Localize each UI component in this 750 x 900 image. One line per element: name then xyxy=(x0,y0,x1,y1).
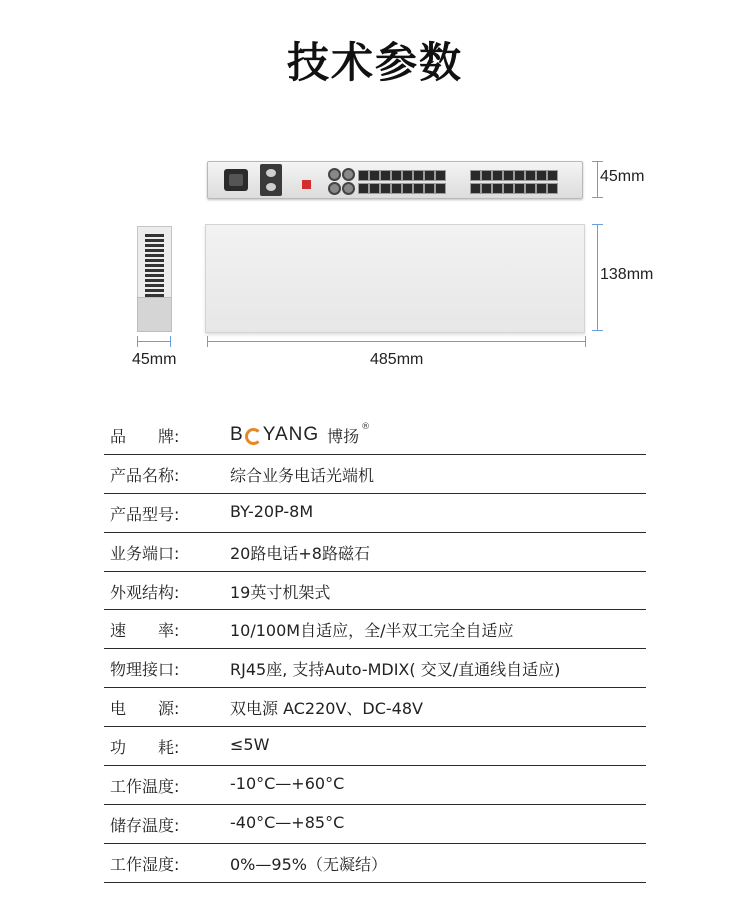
spec-row xyxy=(104,572,646,611)
rj11-port xyxy=(536,170,547,181)
rj11-port xyxy=(536,183,547,194)
dimension-tick xyxy=(592,161,603,162)
bnc-connector xyxy=(328,168,341,181)
rj11-port xyxy=(435,183,446,194)
spec-key: 工作湿度: xyxy=(110,854,180,874)
spec-row xyxy=(104,649,646,688)
spec-row xyxy=(104,688,646,727)
dimension-label-front-height: 45mm xyxy=(600,168,645,185)
spec-value: 19英寸机架式 xyxy=(230,582,331,602)
spec-row-brand xyxy=(104,416,646,455)
dimension-line-side-width xyxy=(137,341,171,342)
spec-key: 功 耗: xyxy=(110,738,180,758)
rj11-port xyxy=(503,183,514,194)
rj11-port xyxy=(402,183,413,194)
spec-row xyxy=(104,533,646,572)
spec-key: 工作温度: xyxy=(110,777,180,797)
spec-row xyxy=(104,455,646,494)
rj11-port xyxy=(525,183,536,194)
spec-value: -10°C—+60°C xyxy=(230,774,345,794)
vent-slot xyxy=(145,239,164,242)
spec-key: 电 源: xyxy=(110,699,180,719)
vent-slot xyxy=(145,244,164,247)
vent-slot xyxy=(145,274,164,277)
rj11-port xyxy=(547,183,558,194)
vent-slot xyxy=(145,284,164,287)
spec-row xyxy=(104,844,646,883)
spec-row xyxy=(104,610,646,649)
dimension-tick xyxy=(170,336,171,347)
rj11-port xyxy=(413,170,424,181)
brand-logo-chinese: 博扬 xyxy=(327,426,360,446)
spec-key: 速 率: xyxy=(110,621,180,641)
rj11-port xyxy=(358,170,369,181)
rj11-port xyxy=(380,183,391,194)
spec-key: 品 牌: xyxy=(110,427,180,446)
rj11-port xyxy=(547,170,558,181)
bnc-connector xyxy=(342,168,355,181)
rj11-port xyxy=(413,183,424,194)
spec-value: BY-20P-8M xyxy=(230,501,314,521)
brand-logo-mark xyxy=(245,428,262,445)
spec-value: ≤5W xyxy=(230,735,270,755)
vent-slot xyxy=(145,254,164,257)
power-socket xyxy=(224,169,248,191)
rj11-port xyxy=(424,183,435,194)
spec-value: 10/100M自适应，全/半双工完全自适应 xyxy=(230,621,514,641)
rj11-port xyxy=(481,183,492,194)
rj11-port xyxy=(380,170,391,181)
page-title: 技术参数 xyxy=(286,38,463,87)
brand-logo xyxy=(230,422,370,448)
spec-key: 产品型号: xyxy=(110,504,180,524)
mounting-bracket xyxy=(137,297,172,332)
dimension-line-width xyxy=(207,341,586,342)
vent-slot xyxy=(145,289,164,292)
vent-slot xyxy=(145,234,164,237)
rj11-port-group xyxy=(470,170,556,194)
brand-logo-letters: YANG xyxy=(262,424,320,445)
rj11-port xyxy=(514,170,525,181)
dimension-tick xyxy=(207,336,208,347)
spec-key: 物理接口: xyxy=(110,660,180,680)
spec-key: 产品名称: xyxy=(110,465,180,485)
spec-row xyxy=(104,805,646,844)
rj11-port xyxy=(481,170,492,181)
rj11-port xyxy=(369,170,380,181)
spec-key: 业务端口: xyxy=(110,543,180,563)
rj11-port xyxy=(391,183,402,194)
dimension-line-front-height xyxy=(597,161,598,198)
dimension-label-depth: 138mm xyxy=(600,266,654,283)
rj11-port xyxy=(492,183,503,194)
dimension-tick xyxy=(137,336,138,347)
spec-value: 0%—95%（无凝结） xyxy=(230,854,387,874)
rj11-port xyxy=(391,170,402,181)
spec-row xyxy=(104,727,646,766)
rj11-port xyxy=(470,170,481,181)
vent-slot xyxy=(145,279,164,282)
dimension-label-side-width: 45mm xyxy=(132,351,177,368)
spec-value: 综合业务电话光端机 xyxy=(230,465,375,485)
terminal-block xyxy=(260,164,282,196)
bnc-connector xyxy=(342,182,355,195)
spec-value: -40°C—+85°C xyxy=(230,812,345,832)
dimension-tick xyxy=(592,330,603,331)
vent-slot xyxy=(145,264,164,267)
bnc-connector xyxy=(328,182,341,195)
spec-key: 外观结构: xyxy=(110,582,180,602)
spec-row xyxy=(104,766,646,805)
rj11-port xyxy=(492,170,503,181)
dimension-tick xyxy=(585,336,586,347)
dimension-label-width: 485mm xyxy=(370,351,424,368)
rj11-port xyxy=(369,183,380,194)
rj11-port xyxy=(503,170,514,181)
dimension-tick xyxy=(592,197,603,198)
registered-mark: ® xyxy=(361,422,371,432)
spec-row xyxy=(104,494,646,533)
vent-slot xyxy=(145,249,164,252)
dimension-line-depth xyxy=(597,224,598,331)
dimension-tick xyxy=(592,224,603,225)
brand-logo-letter: B xyxy=(230,424,244,445)
spec-table xyxy=(104,416,646,883)
vent-slot xyxy=(145,259,164,262)
rj11-port xyxy=(358,183,369,194)
rj11-port xyxy=(402,170,413,181)
rj11-port xyxy=(435,170,446,181)
device-front-panel xyxy=(207,161,583,199)
device-top-view xyxy=(205,224,585,333)
rj11-port xyxy=(470,183,481,194)
rj11-port xyxy=(525,170,536,181)
power-switch xyxy=(302,180,311,189)
spec-value: RJ45座, 支持Auto-MDIX( 交叉/直通线自适应) xyxy=(230,660,561,680)
spec-value: 20路电话+8路磁石 xyxy=(230,543,370,563)
spec-key: 储存温度: xyxy=(110,815,180,835)
rj11-port xyxy=(514,183,525,194)
rj11-port-group xyxy=(358,170,444,194)
rj11-port xyxy=(424,170,435,181)
vent-slot xyxy=(145,269,164,272)
spec-value: 双电源 AC220V、DC-48V xyxy=(230,699,423,719)
